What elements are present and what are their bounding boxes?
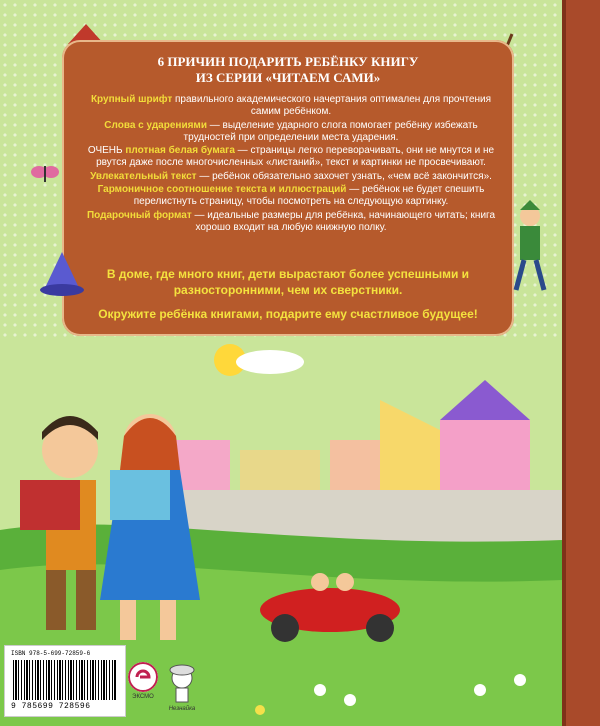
butterfly-icon	[30, 160, 60, 190]
info-panel	[62, 40, 514, 336]
panel-title	[62, 54, 514, 86]
reason-item: Гармоничное соотношение текста и иллюстраций — ребёнок не будет спешить перелистнуть страницу, чтобы посмотреть на следующую картинку.	[97, 184, 485, 208]
eksmo-logo-icon	[128, 662, 158, 692]
isbn-text: ISBN 978-5-699-72859-6	[11, 650, 91, 657]
barcode-digits: 9 785699 728596	[11, 702, 91, 711]
reason-item: ОЧЕНЬ плотная белая бумага — страницы легко переворачивать, они не мнутся и не рвутся даже после многочисленных «листаний», текст и картинки не просвечивают.	[87, 145, 495, 169]
reason-item: Увлекательный текст — ребёнок обязательно захочет узнать, «чем всё закончится».	[90, 170, 492, 182]
wizard-hat-icon	[38, 250, 84, 300]
reason-item: Подарочный формат — идеальные размеры для ребёнка, начинающего читать; книга хорошо входит на любую книжную полку.	[86, 209, 496, 233]
success-paragraph: В доме, где много книг, дети вырастают более успешными и разносторонними, чем их сверстники.	[106, 267, 470, 297]
barcode-panel	[4, 645, 126, 717]
reasons-list	[86, 94, 496, 235]
eksmo-label: ЭКСМО	[132, 694, 154, 700]
neznaika-label: Незнайка	[168, 706, 196, 712]
reason-item: Крупный шрифт правильного академического начертания оптимален для прочтения самим ребёнком.	[90, 94, 492, 118]
title-line-1: 6 ПРИЧИН ПОДАРИТЬ РЕБЁНКУ КНИГУ	[157, 54, 419, 69]
title-line-2: ИЗ СЕРИИ «ЧИТАЕМ САМИ»	[195, 70, 381, 85]
reason-item: Слова с ударениями — выделение ударного слога помогает ребёнку избежать трудностей при определении места ударения.	[104, 119, 478, 143]
walking-character-icon	[500, 200, 560, 310]
book-spine	[566, 0, 600, 726]
barcode-icon	[13, 660, 117, 700]
future-paragraph: Окружите ребёнка книгами, подарите ему счастливое будущее!	[98, 307, 478, 321]
neznaika-logo-icon	[166, 664, 198, 704]
